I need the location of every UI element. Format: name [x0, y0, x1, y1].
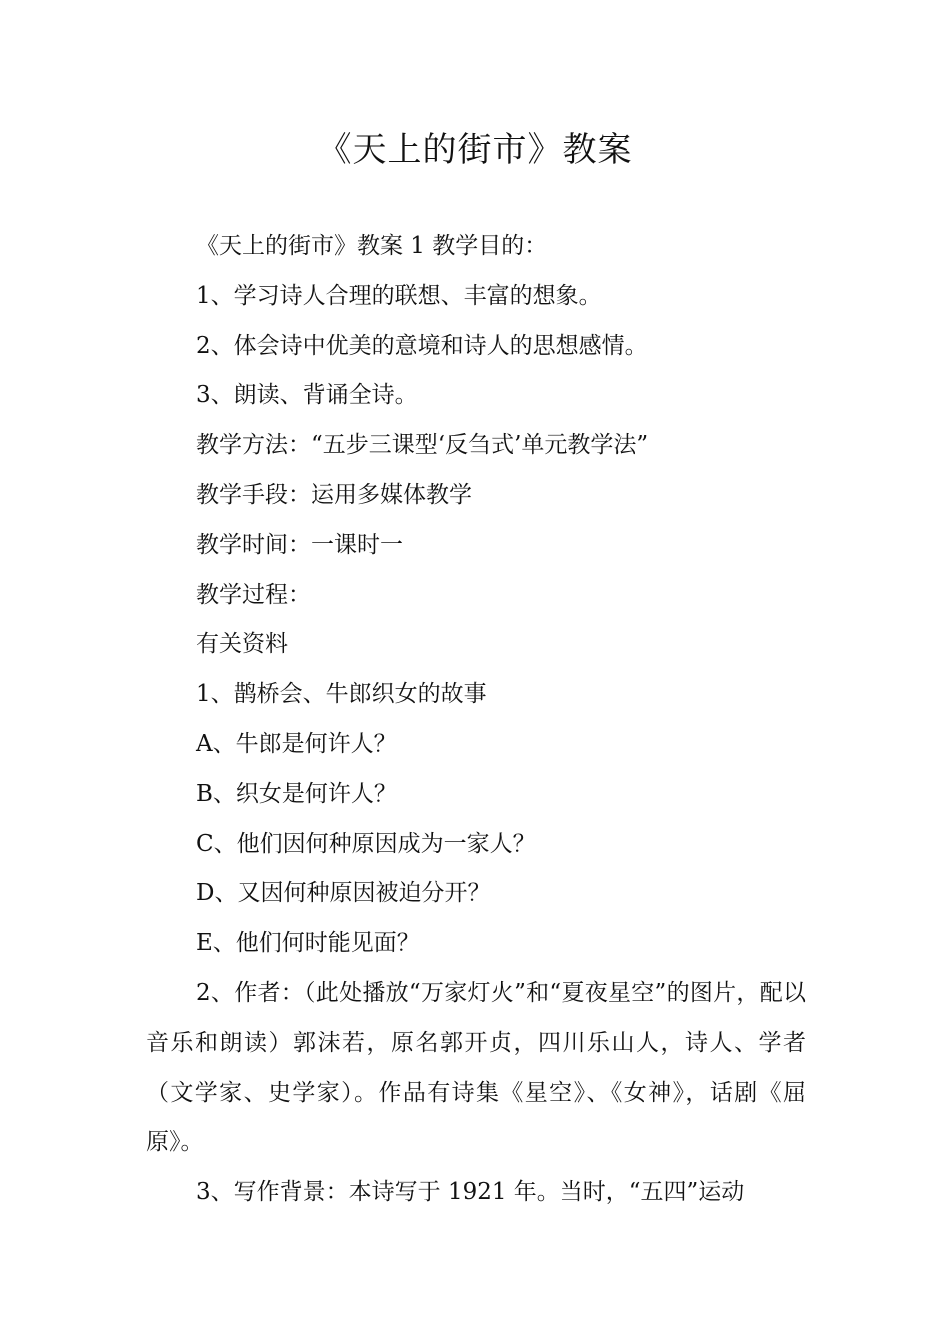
document-title: 《天上的街市》教案 — [317, 130, 633, 170]
paragraph-objectives-heading: 《天上的街市》教案 1 教学目的： — [196, 233, 548, 259]
paragraph-question-c: C、他们因何种原因成为一家人？ — [196, 830, 536, 857]
paragraph-teaching-method: 教学方法：“五步三课型‘反刍式’单元教学法” — [196, 432, 649, 459]
paragraph-question-e: E、他们何时能见面？ — [196, 930, 420, 957]
paragraph-teaching-time: 教学时间：一课时一 — [196, 531, 403, 558]
paragraph-author: 2、作者：（此处播放“万家灯火”和“夏夜星空”的图片，配以音乐和朗读）郭沫若，原名郭开贞，四川乐山人，诗人、学者（文学家、史学家）。作品有诗集《星空》、《女神》，话剧《屈原》。 — [146, 979, 806, 1156]
paragraph-teaching-means: 教学手段：运用多媒体教学 — [196, 481, 472, 508]
paragraph-question-d: D、又因何种原因被迫分开？ — [196, 880, 491, 907]
paragraph-question-a: A、牛郎是何许人？ — [196, 730, 397, 757]
paragraph-background: 3、写作背景：本诗写于 1921 年。当时，“五四”运动 — [196, 1179, 745, 1206]
paragraph-objective-1: 1、学习诗人合理的联想、丰富的想象。 — [196, 282, 602, 309]
paragraph-teaching-process: 教学过程： — [196, 581, 311, 608]
paragraph-question-b: B、织女是何许人？ — [196, 780, 397, 807]
document-body — [146, 222, 806, 1218]
paragraph-objective-3: 3、朗读、背诵全诗。 — [196, 382, 418, 409]
paragraph-objective-2: 2、体会诗中优美的意境和诗人的思想感情。 — [196, 332, 648, 359]
paragraph-story: 1、鹊桥会、牛郎织女的故事 — [196, 681, 487, 708]
paragraph-related-materials: 有关资料 — [196, 631, 288, 658]
